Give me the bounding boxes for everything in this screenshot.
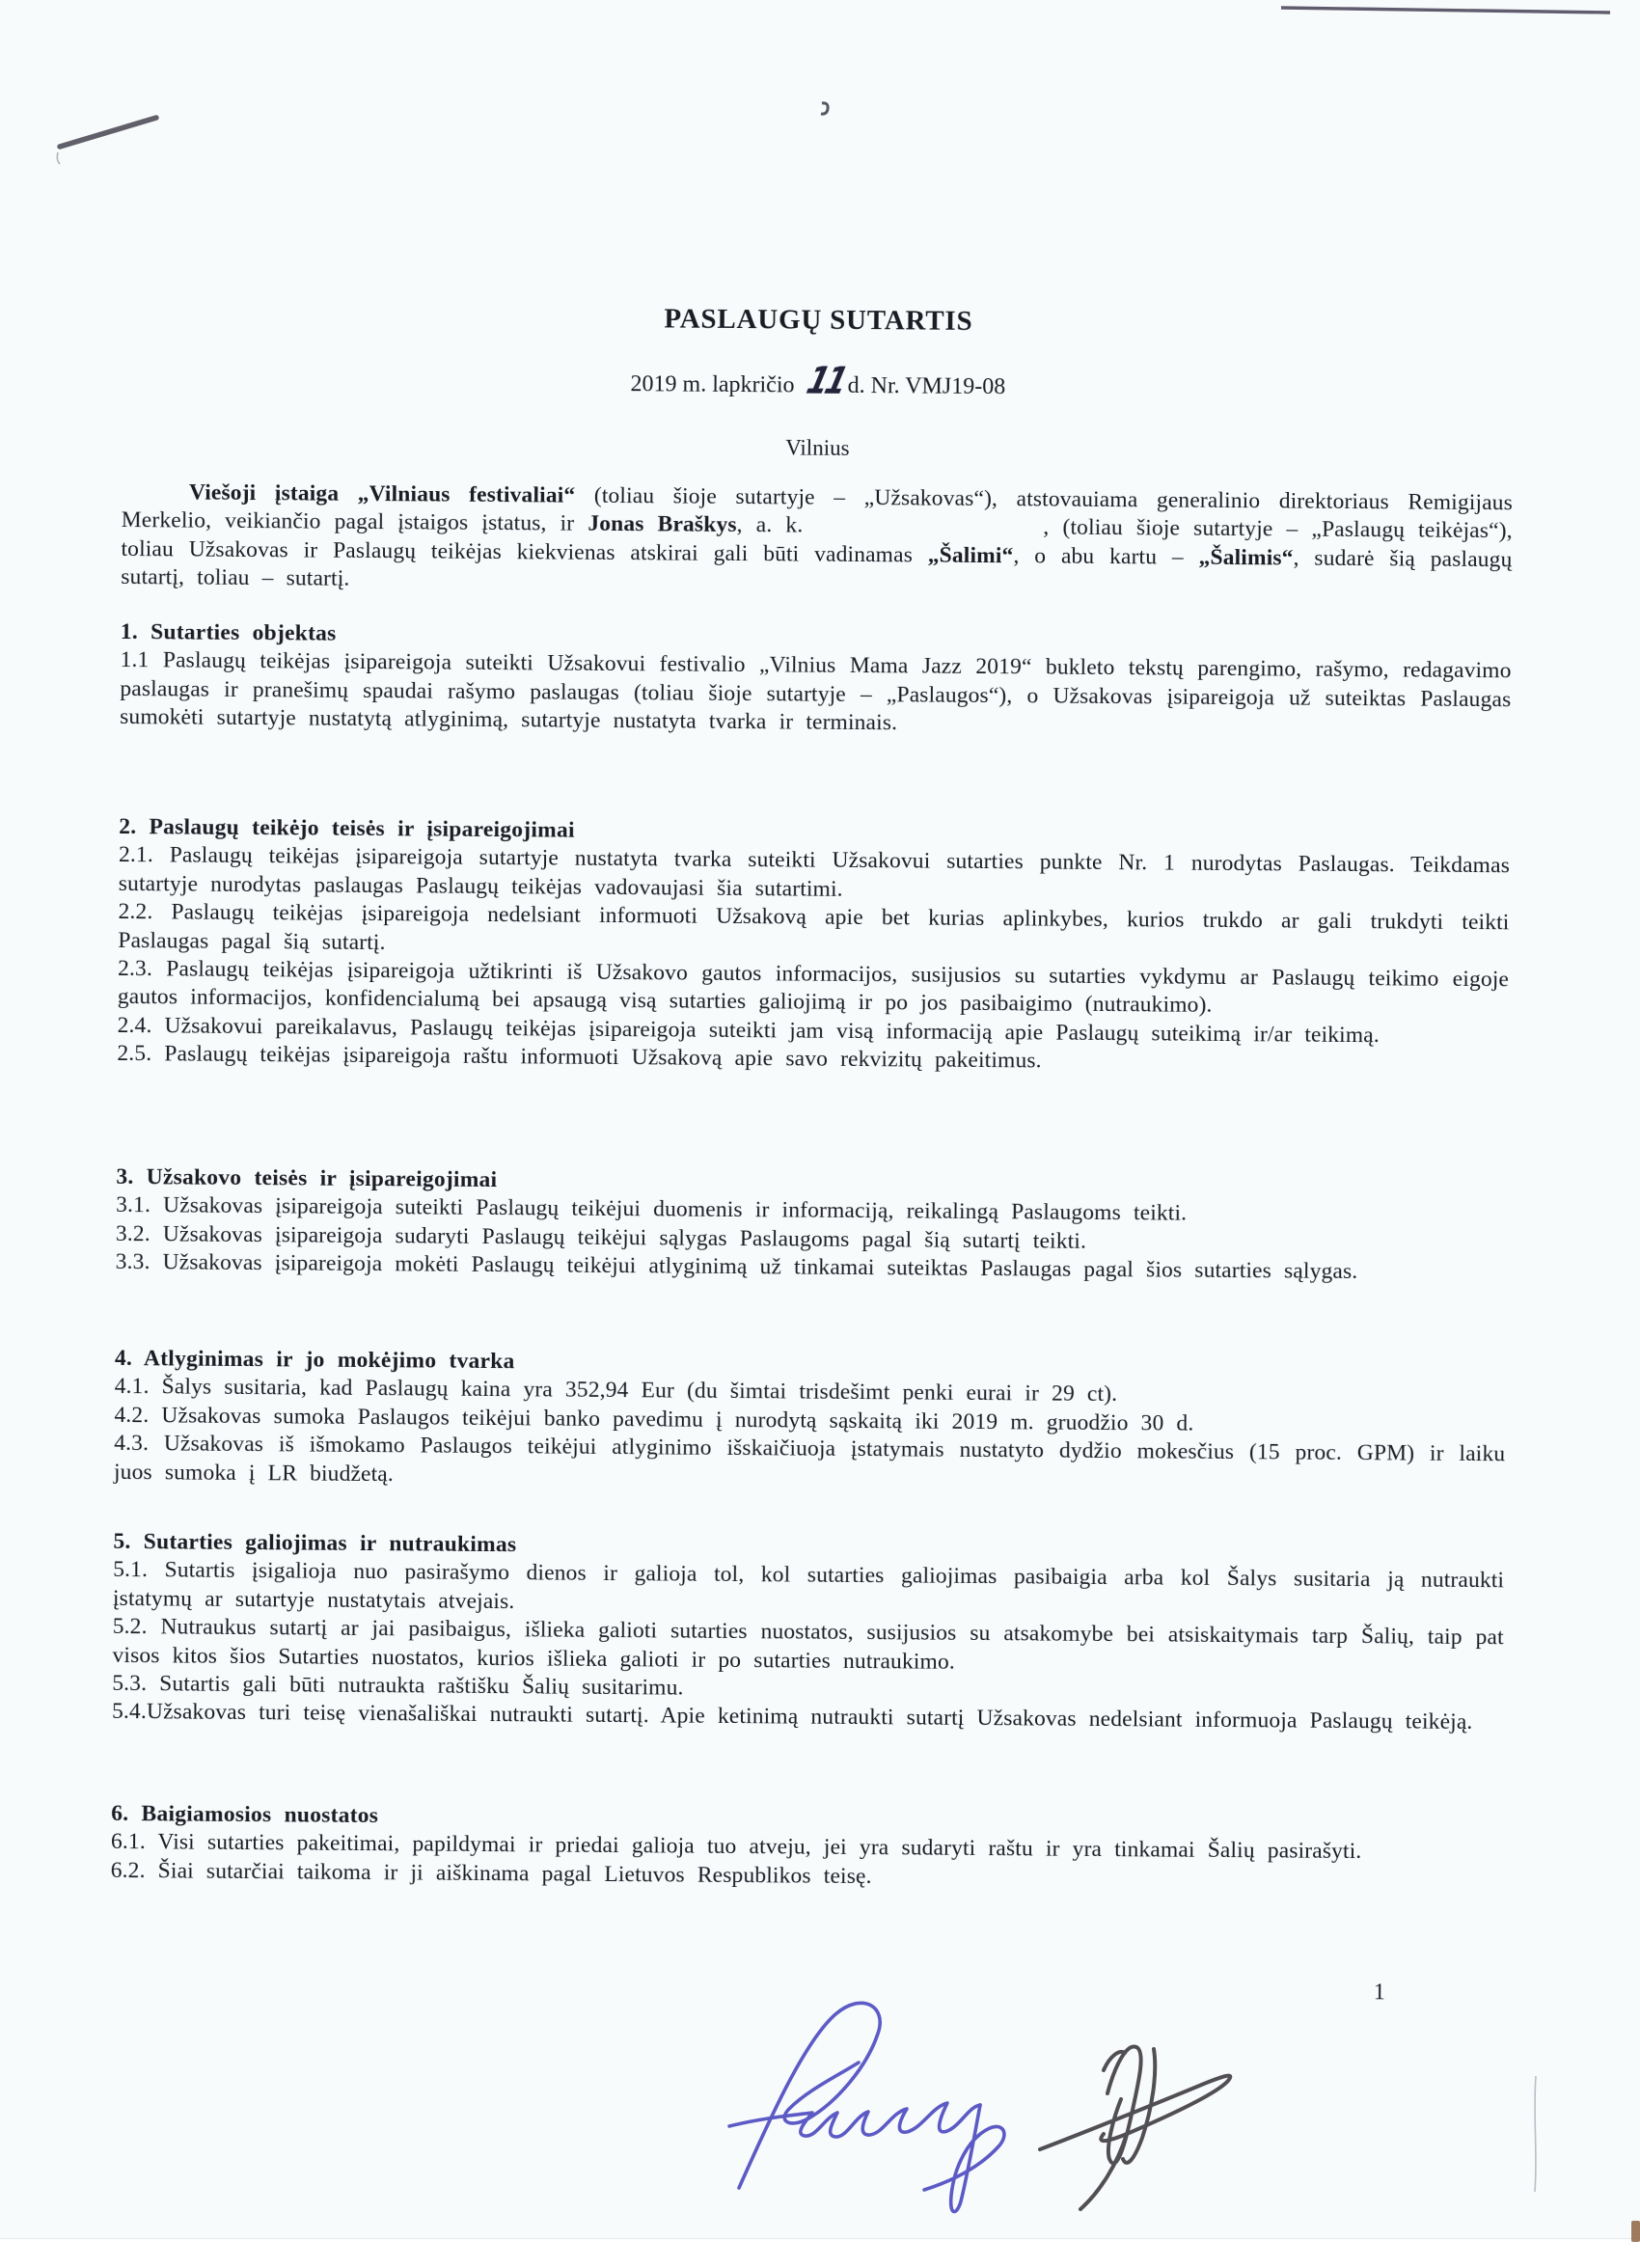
clause: 3.1. Užsakovas įsipareigoja suteikti Paslaugų teikėjui duomenis ir informaciją, reikalingą Paslaugoms teikti. <box>116 1192 1188 1227</box>
clause: 2.2. Paslaugų teikėjas įsipareigoja nedelsiant informuoti Užsakovą apie bet kurias aplinkybes, kurios trukdo ar gali trukdyti teikti Paslaugas pagal šią sutartį. <box>118 899 1510 955</box>
section-3-heading: 3. Užsakovo teisės ir įsipareigojimai <box>116 1163 498 1193</box>
clause: 2.3. Paslaugų teikėjas įsipareigoja užtikrinti iš Užsakovo gautos informacijos, susijusios su sutarties vykdymu ar Paslaugų teikimo eigoje gautos informacijos, konfidencialumą bei apsaugą visą sutarties galiojimą ir po jos pasibaigimo (nutraukimo). <box>117 956 1510 1019</box>
section-2 <box>117 813 1510 1079</box>
contract-text-block <box>108 0 1517 2268</box>
date-suffix: d. Nr. VMJ19-08 <box>847 372 1006 400</box>
clause: 5.1. Sutartis įsigalioja nuo pasirašymo dienos ir galioja tol, kol sutarties galiojimas pasibaigia arba kol Šalys susitaria ją nutraukti įstatymų ar sutartyje nustatytais atvejais. <box>112 1557 1505 1615</box>
clause: 2.4. Užsakovui pareikalavus, Paslaugų teikėjas įsipareigoja suteikti jam visą informaciją apie Paslaugų suteikimą ir/ar teikimą. <box>117 1012 1380 1049</box>
clause: 3.3. Užsakovas įsipareigoja mokėti Paslaugų teikėjui atlyginimą už tinkamai suteiktas Paslaugas pagal šios sutarties sąlygas. <box>115 1249 1358 1285</box>
clause: 1.1 Paslaugų teikėjas įsipareigoja suteikti Užsakovui festivalio „Vilnius Mama Jazz 2019“ bukleto tekstų parengimo, rašymo, redagavimo paslaugas ir pranešimų spaudai rašymo paslaugas (toliau šioje sutartyje – „Paslaugos“), o Užsakovas įsipareigoja už suteiktas Paslaugas sumokėti sutartyje nustatytą atlyginimą, sutartyje nustatyta tvarka ir terminais. <box>120 647 1512 736</box>
page-number: 1 <box>1373 1980 1385 2006</box>
section-1 <box>120 618 1512 743</box>
section-5-heading: 5. Sutarties galiojimas ir nutraukimas <box>113 1528 517 1558</box>
section-1-heading: 1. Sutarties objektas <box>120 618 337 646</box>
date-prefix: 2019 m. lapkričio <box>630 371 795 398</box>
document-title: PASLAUGŲ SUTARTIS <box>664 303 973 337</box>
clause: 3.2. Užsakovas įsipareigoja sudaryti Paslaugų teikėjui sąlygas Paslaugoms pagal šią sutartį teikti. <box>115 1220 1087 1254</box>
section-6 <box>111 1800 1503 1897</box>
section-3 <box>116 1163 1508 1288</box>
clause: 5.3. Sutartis gali būti nutraukta raštišku Šalių susitarimu. <box>112 1670 684 1701</box>
date-line <box>123 359 1514 408</box>
clause: 2.5. Paslaugų teikėjas įsipareigoja raštu informuoti Užsakovą apie savo rekvizitų pakeitimus. <box>117 1041 1042 1074</box>
intro-paragraph: Viešoji įstaiga „Vilniaus festivaliai“ (toliau šioje sutartyje – „Užsakovas“), atstovauiama generalinio direktoriaus Remigijaus Merkelio, veikiančio pagal įstaigos įstatus, ir Jonas Braškys, a. k. , (toliau šioje sutartyje – „Paslaugų teikėjas“), toliau Užsakovas ir Paslaugų teikėjas kiekvienas atskirai gali būti vadinamas „Šalimi“, o abu kartu – „Šalimis“, sudarė šią paslaugų sutartį, toliau – sutartį. <box>121 479 1514 592</box>
clause: 6.2. Šiai sutarčiai taikoma ir ji aiškinama pagal Lietuvos Respublikos teisę. <box>110 1857 872 1889</box>
section-5 <box>112 1528 1505 1737</box>
handwritten-day: 11 <box>802 359 850 403</box>
clause: 5.4.Užsakovas turi teisę vienašališkai nutraukti sutartį. Apie ketinimą nutraukti sutartį Užsakovas nedelsiant informuoja Paslaugų teikėją. <box>111 1699 1473 1735</box>
clause: 4.2. Užsakovas sumoka Paslaugos teikėjui banko pavedimu į nurodytą sąskaitą iki 2019 m. gruodžio 30 d. <box>114 1402 1194 1436</box>
section-4 <box>114 1345 1506 1497</box>
section-6-heading: 6. Baigiamosios nuostatos <box>111 1800 379 1829</box>
clause: 5.2. Nutraukus sutartį ar jai pasibaigus, išlieka galioti sutarties nuostatos, susijusios su atsakomybe bei atsiskaitymais tarp Šalių, taip pat visos kitos šios Sutarties nuostatos, kurios išlieka galioti ir po sutarties nutraukimo. <box>112 1614 1504 1675</box>
clause: 4.1. Šalys susitaria, kad Paslaugų kaina yra 352,94 Eur (du šimtai trisdešimt penki eurai ir 29 ct). <box>114 1374 1118 1407</box>
clause: 2.1. Paslaugų teikėjas įsipareigoja sutartyje nustatyta tvarka suteikti Užsakovui sutarties punkte Nr. 1 nurodytas Paslaugas. Teikdamas sutartyje nurodytas paslaugas Paslaugų teikėjas vadovaujasi šia sutartimi. <box>118 842 1511 902</box>
clause: 6.1. Visi sutarties pakeitimai, papildymai ir priedai galioja tuo atveju, jei yra sudaryti raštu ir yra tinkamai Šalių pasirašyti. <box>110 1829 1362 1865</box>
section-4-heading: 4. Atlyginimas ir jo mokėjimo tvarka <box>114 1345 515 1375</box>
city-line: Vilnius <box>785 435 850 460</box>
clause: 4.3. Užsakovas iš išmokamo Paslaugos teikėjui atlyginimo išskaičiuoja įstatymais nustatyto dydžio mokesčius (15 proc. GPM) ir laiku juos sumoka į LR biudžetą. <box>113 1431 1506 1487</box>
section-2-heading: 2. Paslaugų teikėjo teisės ir įsipareigojimai <box>119 813 575 843</box>
